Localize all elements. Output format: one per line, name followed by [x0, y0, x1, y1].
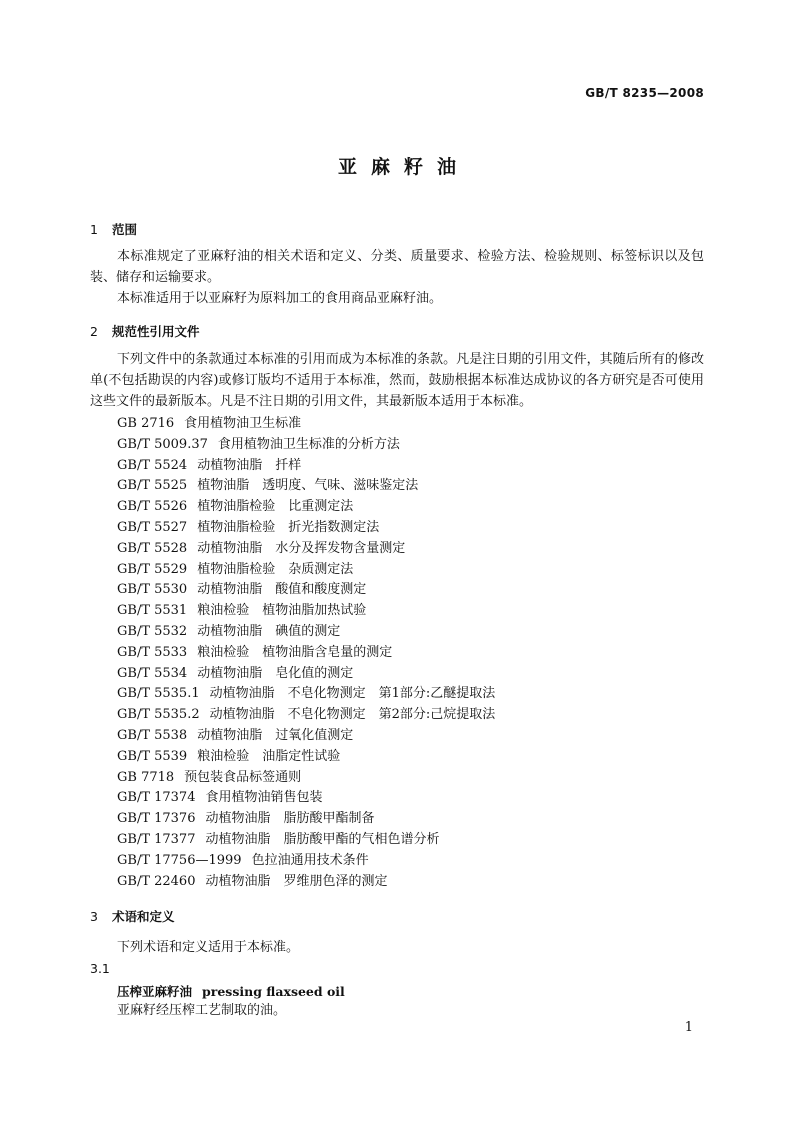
- reference-title: 植物油脂检验 比重测定法: [197, 499, 354, 515]
- section-2-number: 2: [90, 324, 98, 339]
- reference-code: GB/T 5532: [117, 623, 188, 639]
- reference-code: GB/T 17377: [117, 831, 196, 847]
- reference-code: GB/T 5530: [117, 582, 188, 598]
- section-2-title: 规范性引用文件: [112, 324, 200, 339]
- reference-title: 动植物油脂 水分及挥发物含量测定: [197, 540, 406, 556]
- reference-list: [117, 414, 495, 892]
- section-3-title: 术语和定义: [112, 909, 175, 924]
- reference-title: 食用植物油卫生标准的分析方法: [217, 436, 400, 452]
- page-number: 1: [684, 1020, 693, 1035]
- reference-title: 动植物油脂 碘值的测定: [197, 623, 341, 639]
- reference-code: GB/T 22460: [117, 873, 196, 889]
- reference-code: GB/T 5538: [117, 727, 188, 743]
- reference-title: 动植物油脂 脂肪酸甲酯制备: [205, 811, 375, 827]
- reference-item: [117, 622, 495, 643]
- reference-title: 植物油脂 透明度、气味、滋味鉴定法: [197, 478, 419, 494]
- reference-item: [117, 643, 495, 664]
- section-2-paragraph-1: 下列文件中的条款通过本标准的引用而成为本标准的条款。凡是注日期的引用文件，其随后所有的修改单(不包括勘误的内容)或修订版均不适用于本标准，然而，鼓励根据本标准达成协议的各方研究是否可使用这些文件的最新版本。凡是不注日期的引用文件，其最新版本适用于本标准。: [90, 352, 704, 409]
- reference-title: 动植物油脂 酸值和酸度测定: [197, 582, 367, 598]
- reference-code: GB/T 5525: [117, 478, 188, 494]
- document-title: 亚麻籽油: [337, 156, 470, 178]
- reference-code: GB/T 5535.1: [117, 686, 200, 702]
- reference-code: GB/T 5528: [117, 540, 188, 556]
- section-1-paragraph-1: 本标准规定了亚麻籽油的相关术语和定义、分类、质量要求、检验方法、检验规则、标签标识以及包装、储存和运输要求。: [90, 249, 704, 285]
- section-1-title: 范围: [112, 222, 138, 237]
- section-3-number: 3: [90, 909, 98, 924]
- reference-item: [117, 664, 495, 685]
- reference-item: [117, 851, 495, 872]
- term-definition: 亚麻籽经压榨工艺制取的油。: [117, 1003, 287, 1018]
- reference-item: [117, 726, 495, 747]
- reference-item: [117, 476, 495, 497]
- reference-code: GB/T 5529: [117, 561, 188, 577]
- section-3-paragraph-1: 下列术语和定义适用于本标准。: [117, 940, 300, 955]
- reference-item: [117, 456, 495, 477]
- reference-item: [117, 560, 495, 581]
- reference-item: [117, 497, 495, 518]
- reference-title: 植物油脂检验 杂质测定法: [197, 561, 354, 577]
- section-1-heading: [90, 220, 137, 238]
- reference-title: 动植物油脂 不皂化物测定 第2部分:己烷提取法: [209, 707, 496, 723]
- reference-code: GB/T 5531: [117, 603, 188, 619]
- reference-title: 粮油检验 油脂定性试验: [197, 748, 341, 764]
- reference-title: 植物油脂检验 折光指数测定法: [197, 519, 380, 535]
- reference-item: [117, 684, 495, 705]
- section-2-heading: [90, 322, 200, 340]
- reference-code: GB/T 5526: [117, 499, 188, 515]
- reference-code: GB/T 17756—1999: [117, 852, 242, 868]
- reference-code: GB/T 17374: [117, 790, 196, 806]
- reference-code: GB/T 5535.2: [117, 707, 200, 723]
- section-1-paragraph-2: 本标准适用于以亚麻籽为原料加工的食用商品亚麻籽油。: [117, 291, 443, 306]
- reference-title: 食用植物油销售包装: [205, 790, 323, 806]
- reference-item: [117, 414, 495, 435]
- reference-item: [117, 768, 495, 789]
- reference-title: 动植物油脂 罗维朋色泽的测定: [205, 873, 388, 889]
- reference-item: [117, 872, 495, 893]
- term-english: pressing flaxseed oil: [202, 984, 345, 999]
- term-chinese: 压榨亚麻籽油: [117, 984, 193, 999]
- reference-code: GB 7718: [117, 769, 175, 785]
- reference-item: [117, 830, 495, 851]
- reference-code: GB/T 5533: [117, 644, 188, 660]
- reference-title: 粮油检验 植物油脂含皂量的测定: [197, 644, 393, 660]
- section-3-heading: [90, 907, 175, 925]
- standard-code: GB/T 8235—2008: [585, 86, 704, 100]
- reference-item: [117, 705, 495, 726]
- reference-item: [117, 580, 495, 601]
- reference-title: 动植物油脂 扦样: [197, 457, 302, 473]
- reference-item: [117, 518, 495, 539]
- reference-code: GB/T 5527: [117, 519, 188, 535]
- reference-title: 动植物油脂 皂化值的测定: [197, 665, 354, 681]
- reference-item: [117, 747, 495, 768]
- reference-code: GB/T 17376: [117, 811, 196, 827]
- subsection-3-1-number: 3.1: [90, 961, 110, 976]
- reference-item: [117, 809, 495, 830]
- reference-item: [117, 435, 495, 456]
- reference-item: [117, 539, 495, 560]
- reference-item: [117, 601, 495, 622]
- reference-title: 预包装食品标签通则: [184, 769, 302, 785]
- reference-code: GB/T 5534: [117, 665, 188, 681]
- reference-code: GB 2716: [117, 416, 175, 431]
- section-1-number: 1: [90, 222, 98, 237]
- reference-title: 动植物油脂 脂肪酸甲酯的气相色谱分析: [205, 831, 440, 847]
- reference-code: GB/T 5539: [117, 748, 188, 764]
- reference-title: 动植物油脂 不皂化物测定 第1部分:乙醚提取法: [209, 686, 496, 702]
- reference-title: 粮油检验 植物油脂加热试验: [197, 603, 367, 619]
- reference-item: [117, 788, 495, 809]
- reference-title: 动植物油脂 过氧化值测定: [197, 727, 354, 743]
- reference-title: 色拉油通用技术条件: [251, 852, 369, 868]
- term-entry: [117, 982, 345, 1000]
- reference-code: GB/T 5524: [117, 457, 188, 473]
- reference-title: 食用植物油卫生标准: [184, 416, 302, 431]
- reference-code: GB/T 5009.37: [117, 436, 208, 452]
